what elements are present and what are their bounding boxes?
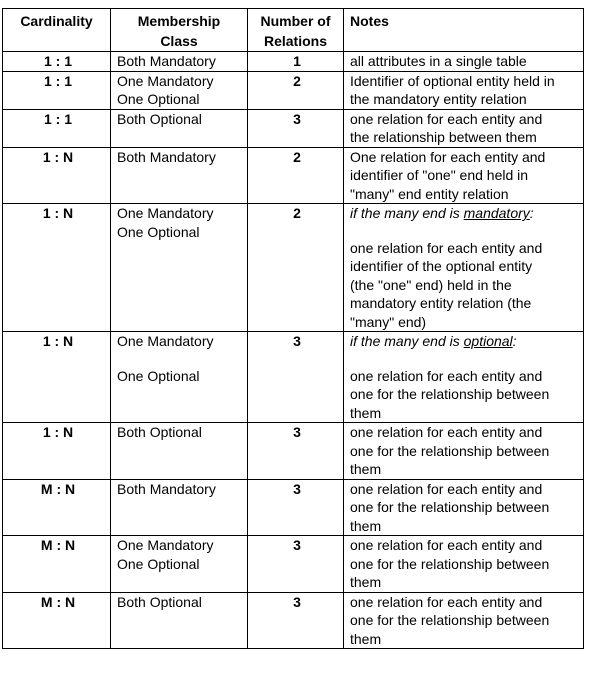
relations-cell: 1 xyxy=(248,52,344,72)
relations-cell: 3 xyxy=(248,536,344,593)
table-row xyxy=(3,204,584,332)
table-row xyxy=(3,71,584,109)
membership-cell: One Mandatory One Optional xyxy=(111,71,248,109)
notes-cell: one relation for each entity and the relationship between them xyxy=(344,109,584,147)
relations-cell: 3 xyxy=(248,592,344,649)
membership-cell: One Mandatory One Optional xyxy=(111,204,248,332)
relations-cell: 2 xyxy=(248,204,344,332)
notes-cell: one relation for each entity and one for the relationship between them xyxy=(344,592,584,649)
cardinality-cell: 1 : N xyxy=(3,147,111,204)
notes-cell: if the many end is optional: one relation for each entity and one for the relationship between them xyxy=(344,332,584,423)
table-row xyxy=(3,52,584,72)
header-row xyxy=(3,9,584,52)
cardinality-cell: 1 : 1 xyxy=(3,71,111,109)
cardinality-cell: 1 : 1 xyxy=(3,52,111,72)
cardinality-cell: 1 : 1 xyxy=(3,109,111,147)
table-row xyxy=(3,109,584,147)
relations-cell: 3 xyxy=(248,479,344,536)
table-row xyxy=(3,479,584,536)
relations-cell: 2 xyxy=(248,147,344,204)
table-row xyxy=(3,423,584,480)
relations-cell: 3 xyxy=(248,109,344,147)
notes-cell: one relation for each entity and one for the relationship between them xyxy=(344,536,584,593)
cardinality-table xyxy=(2,8,584,649)
membership-cell: Both Mandatory xyxy=(111,479,248,536)
cardinality-cell: 1 : N xyxy=(3,204,111,332)
membership-cell: Both Optional xyxy=(111,109,248,147)
membership-cell: One Mandatory One Optional xyxy=(111,536,248,593)
cardinality-cell: M : N xyxy=(3,536,111,593)
notes-cell: One relation for each entity and identifier of "one" end held in "many" end entity relation xyxy=(344,147,584,204)
table-row xyxy=(3,536,584,593)
relations-cell: 3 xyxy=(248,423,344,480)
membership-cell: Both Mandatory xyxy=(111,147,248,204)
table-row xyxy=(3,592,584,649)
membership-cell: Both Optional xyxy=(111,592,248,649)
notes-cell: one relation for each entity and one for the relationship between them xyxy=(344,423,584,480)
cardinality-cell: M : N xyxy=(3,592,111,649)
header-cardinality: Cardinality xyxy=(3,9,111,52)
table-row xyxy=(3,147,584,204)
notes-cell: all attributes in a single table xyxy=(344,52,584,72)
notes-cell: if the many end is mandatory: one relation for each entity and identifier of the optional entity (the "one" end) held in the mandatory entity relation (the "many" end) xyxy=(344,204,584,332)
header-notes: Notes xyxy=(344,9,584,52)
membership-cell: Both Optional xyxy=(111,423,248,480)
cardinality-cell: M : N xyxy=(3,479,111,536)
membership-cell: One Mandatory One Optional xyxy=(111,332,248,423)
relations-cell: 3 xyxy=(248,332,344,423)
condition-note: if the many end is optional: xyxy=(350,333,517,349)
cardinality-cell: 1 : N xyxy=(3,332,111,423)
table-container xyxy=(2,8,584,649)
relations-cell: 2 xyxy=(248,71,344,109)
cardinality-cell: 1 : N xyxy=(3,423,111,480)
notes-cell: one relation for each entity and one for the relationship between them xyxy=(344,479,584,536)
header-membership-class: Membership Class xyxy=(111,9,248,52)
membership-cell: Both Mandatory xyxy=(111,52,248,72)
condition-note: if the many end is mandatory: xyxy=(350,205,534,221)
table-row xyxy=(3,332,584,423)
notes-cell: Identifier of optional entity held in the mandatory entity relation xyxy=(344,71,584,109)
header-number-of-relations: Number of Relations xyxy=(248,9,344,52)
